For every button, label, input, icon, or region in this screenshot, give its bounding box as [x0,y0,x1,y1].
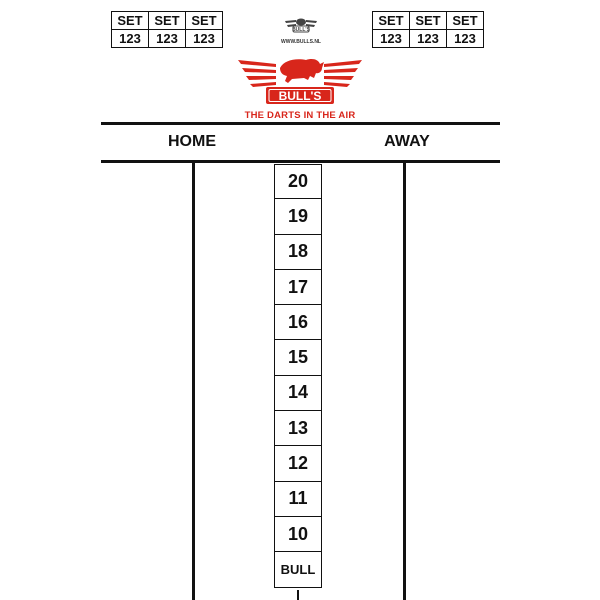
number-cell: 16 [274,305,322,340]
logo-brand-text: BULL'S [278,89,322,103]
number-cell: 18 [274,235,322,270]
set-value: 123 [373,30,410,48]
small-logo [276,15,326,45]
set-value: 123 [149,30,186,48]
svg-text:BULL'S: BULL'S [292,27,310,33]
set-value: 123 [410,30,447,48]
header-top-line [101,122,500,125]
bull-icon [236,54,364,106]
home-column-divider [192,163,195,600]
number-cell: 17 [274,270,322,305]
number-cell: 10 [274,517,322,552]
number-cell: 19 [274,199,322,234]
sets-table-right [372,11,484,48]
set-header: SET [373,12,410,30]
numbers-column [274,164,322,588]
bulls-logo [236,54,364,106]
away-column-label: AWAY [384,133,430,150]
set-value: 123 [186,30,223,48]
logo-tagline: THE DARTS IN THE AIR [244,110,356,121]
header-bottom-line [101,160,500,163]
set-header: SET [149,12,186,30]
small-logo-url: WWW.BULLS.NL [281,39,321,45]
set-value: 123 [112,30,149,48]
home-column-label: HOME [168,133,216,150]
center-tick [297,590,299,600]
sets-table-left [111,11,223,48]
small-bull-icon [284,15,318,33]
set-value: 123 [447,30,484,48]
number-cell: 11 [274,482,322,517]
number-cell: 13 [274,411,322,446]
set-header: SET [410,12,447,30]
set-header: SET [112,12,149,30]
set-header: SET [186,12,223,30]
away-column-divider [403,163,406,600]
number-cell: 14 [274,376,322,411]
number-cell: 20 [274,164,322,199]
bull-cell: BULL [274,552,322,587]
set-header: SET [447,12,484,30]
number-cell: 12 [274,446,322,481]
number-cell: 15 [274,340,322,375]
